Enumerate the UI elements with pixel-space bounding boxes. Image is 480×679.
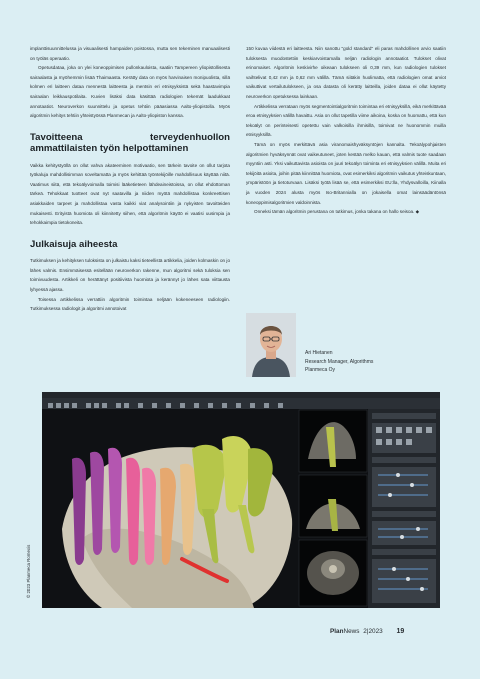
left-paragraph-3: Vaikka kehitystyöllä on ollut vahva akateeminen motivaatio, sen tärkein tavoite on ollut tarjota työkaluja mahdollisimman soveltamatta ja myös kehittää työntekijöille mahdollisuus käyttää niitä. Vaatimus siitä, että tekoälyvoimalla toimisi lääketieteen lähdeaineistoissa, on ollut ehdottoman tärkeä. Tehokkaat tuotteet ovat nyt saatavilla ja niiden myötä mahdollistaa konkreettisen asiakkaiden tarpeet ja mahdollistaa vasta kaikki viat analysointiin ja nykyisten tavoitteiden mukaisesti. Erityistä huomiota oli kiinnitetty siihen, että algoritmin käyttö ei vaatisi uusimpia ja tehokkaimpia tietokoneita. xyxy=(30,162,230,226)
right-paragraph-3: Tämä on myös merkittävä asia viranomaishyväksyntöjen kannalta. Tekoälypohjaisten algoritmien hyväksynnät ovat vaikeutuneet, joten kestää melko kauan, että valmis tuote saadaan myyntiin asti. Yksi vaikuttavista asioista on juuri tekoälyn toiminta eri etnisyyksien välillä. Muita eri tekijöitä asioita, joihin pitää kiinnittää huomiota, ovat esimerkiksi algoritmin vaikutus yhteiskuntaan, ympäristöön ja tietoturvaan. Lisäksi työtä lisää se, että esimerkiksi EU:lla, Yhdysvalloilla, Kiinalla ja vuoden 2024 alusta myös Iso-Britannialla on jokaisella omat lainsäädäntönsä koneoppimisalgoritmien valdoinnista. xyxy=(246,141,446,205)
left-paragraph-1: implanttisuunnittelussa ja visuaalisesti hampaiden poistossa, mutta sen tekeminen manuaalisesti on työläs operaatio. xyxy=(30,46,230,61)
footer-brand-plan: Plan xyxy=(330,628,344,635)
left-paragraph-5: Toisessa artikkelissa verrattiin algoritmin toimintaa neljään kokeneeseen radiologiin. Tutkimuksessa radiologit ja algoritmi annotoivat xyxy=(30,296,230,312)
left-paragraph-2: Opetusdataa, joka on ylei koneoppimisen pullonkauloista, saatiin Tampereen yliopistollisesta sairaalasta ja myöhemmin lisää Thaimaasta. Kerätty data on myös harvinaisen monipuolista, sillä kolmen eri laitteen dataa mennestä laitteesta ja mentsin eri etnisyyksistä sekä haastavimpia sairaalan leikkauspotilaita. Kuvien lisäksi data käsittää radiologien tekemät laadukkaat annotaatiot. Neuroverkon suunnittelu ja opetus tehtiin pääasiassa Aalto-yliopistolla. Myös algoritmin kehitys tehtiin yhteistyössä Planmecan ja Aalto-yliopiston kanssa. xyxy=(30,65,230,119)
page-number: 19 xyxy=(396,628,405,635)
footer-issue: 2|2023 xyxy=(363,628,383,635)
page-footer xyxy=(330,628,404,635)
right-paragraph-4-text: Onneksi tämän algoritmin perustana on tutkimus, jonka takana on hallo seisoa. xyxy=(254,209,415,215)
right-column xyxy=(246,44,446,217)
right-paragraph-4 xyxy=(246,207,446,217)
author-title: Research Manager, Algorithms xyxy=(305,358,374,365)
footer-brand-news: News xyxy=(343,628,360,635)
author-caption xyxy=(305,349,373,375)
left-paragraph-4: Tutkimuksen ja kehityksen tuloksista on julkaistu kaksi tieteellistä artikkelia, joiden kolmaskin on jo lähes valmis. Ensimmäisessä esitellään neuroverkon rakenne, mun algoritmi sekä tuloksia sen toimivuudesta. Artikkeli on herättänyt positiivista huomiota ja kerännyt jo lähes sata viittausta lyhyessä ajassa. xyxy=(30,258,230,292)
left-column xyxy=(30,44,230,314)
screenshot-slice-views xyxy=(298,409,368,608)
author-name: Ari Hietanen xyxy=(305,350,333,356)
author-portrait xyxy=(246,313,296,377)
author-photo-icon xyxy=(246,313,296,377)
3d-jaw-view[interactable] xyxy=(42,409,298,608)
section-heading-1: Tavoitteena terveydenhuollon ammattilaisten työn helpottaminen xyxy=(30,131,230,155)
copyright-text: © 2023 Planmeca Romexis xyxy=(26,544,31,598)
software-screenshot xyxy=(42,392,440,608)
section-heading-2: Julkaisuja aiheesta xyxy=(30,238,118,250)
right-paragraph-1: 150 kuvaa viidestä eri laitteesta. Niin sanottu "gold standard" eli paras mahdollinen arvio saatiin tuloksesta muodostettiin keskiarvoistamalla neljän radiologin annotaatiot. Tulokset olivat erinomaiset. Algoritmin keskivirhe oikeaan tulokseen oli 0,39 mm, kun radiologien tulokset vaihtelivat 0,42 mm ja 0,62 mm välillä. Tämä siitäkin huolimatta, että radiologien omat arviot vaikuttivat vertailutulokseen, ja osa datasta oli kerätty laitteilla, joiden dataa ei ollut käytetty neuroverkon opetuksessa lainkaan. xyxy=(246,46,446,99)
image-copyright xyxy=(22,520,42,600)
right-paragraph-2: Artikkelissa verrataan myös segmentointialgoritmin toimintaa eri etnisyyksillä, eikä merkittävää eroa etnisyyksien välillä havaittu. Asia on ollut tapetilla viime aikoina, koska on huomattu, että kun tekoälyt on perinteisesti opetettu vain valkoisilla ihmisillä, toimivat ne huonommin muilla etnisyyksillä. xyxy=(246,103,446,138)
author-company: Planmeca Oy xyxy=(305,367,336,373)
screenshot-toolbar xyxy=(42,398,440,409)
screenshot-tool-panel xyxy=(368,409,440,608)
end-mark-icon: ◆ xyxy=(415,209,420,215)
